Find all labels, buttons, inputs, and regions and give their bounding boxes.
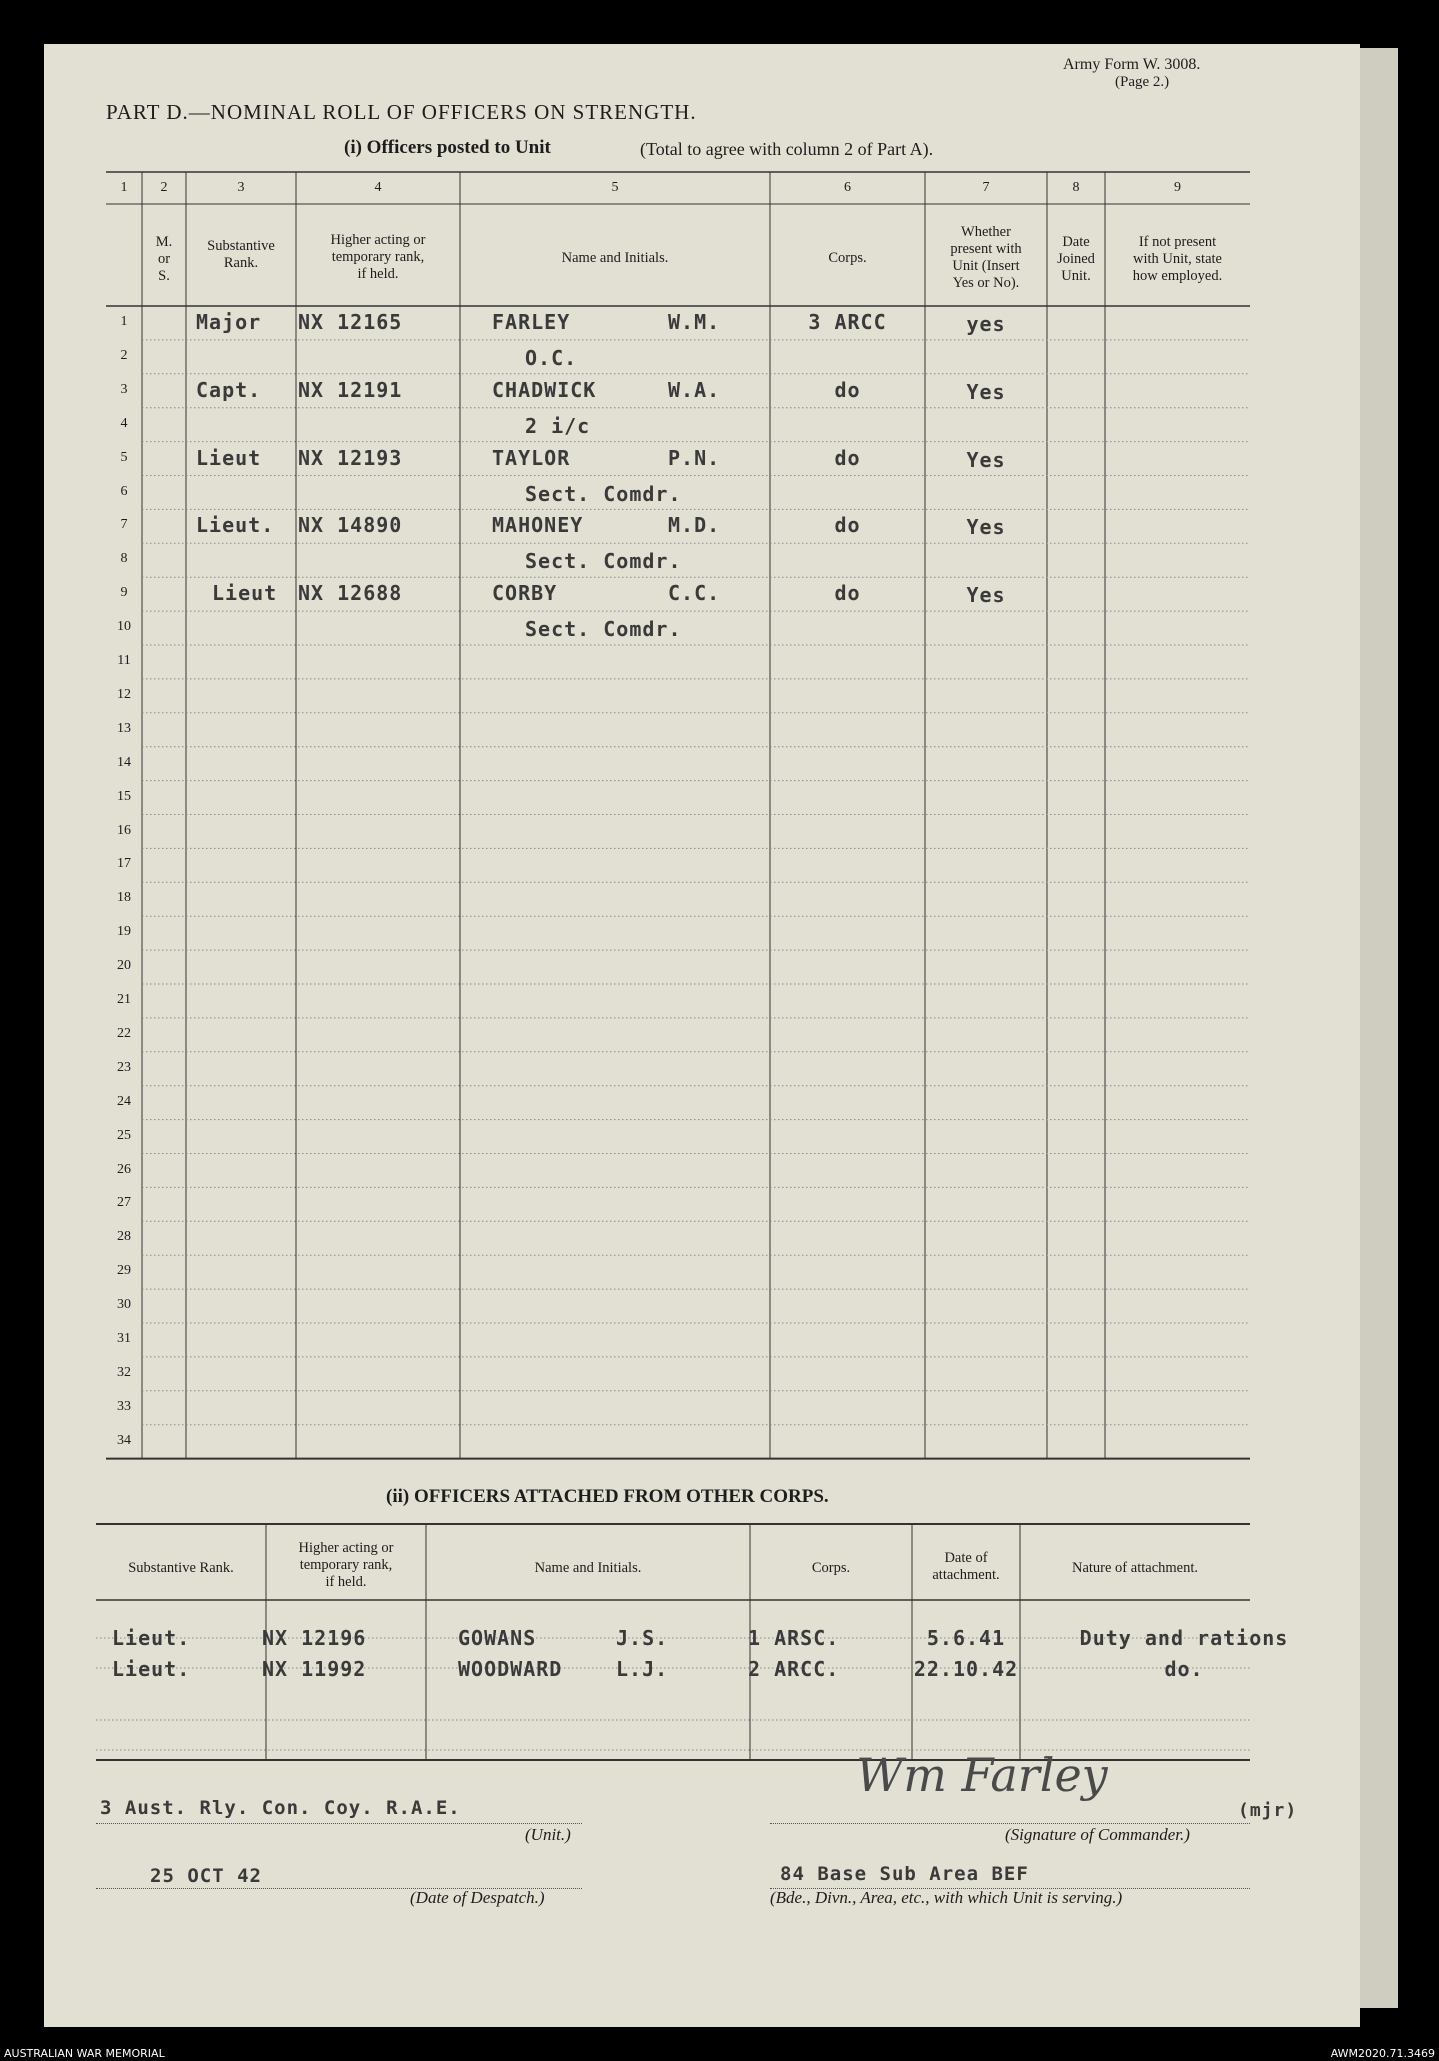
header2-higher-rank: Higher acting or <box>298 1540 394 1556</box>
entry2-nature: do. <box>1164 1657 1204 1681</box>
entry2-higher-rank: NX 12196 <box>262 1626 367 1650</box>
entry2-rank: Lieut. <box>112 1657 191 1681</box>
header-not-present: If not present <box>1138 234 1217 250</box>
row-number: 31 <box>117 1331 131 1346</box>
row-number: 3 <box>120 381 128 397</box>
column-number: 3 <box>237 180 245 195</box>
row-number: 8 <box>120 551 128 567</box>
entry-present: Yes <box>966 583 1006 608</box>
header2-date-attachment: Date of <box>944 1550 988 1566</box>
entry-corps: do <box>834 513 861 538</box>
header-higher-rank: temporary rank, <box>331 249 425 265</box>
entry-corps: do <box>834 581 861 606</box>
entry-rank: Capt. <box>196 377 262 402</box>
entry-name: CORBY <box>492 581 558 606</box>
entry-rank: Lieut <box>212 581 278 606</box>
header-substantive-rank: Substantive <box>207 238 275 254</box>
row-number: 34 <box>117 1432 131 1448</box>
entry-present: Yes <box>966 515 1006 540</box>
entry2-corps: 1 ARSC. <box>748 1626 840 1650</box>
row-number: 29 <box>117 1263 131 1279</box>
entry-rank: Lieut <box>196 445 262 470</box>
entry-appointment: O.C. <box>525 345 578 370</box>
entry-appointment: Sect. Comdr. <box>525 617 682 642</box>
header2-higher-rank: if held. <box>325 1574 367 1590</box>
section1-note: (Total to agree with column 2 of Part A). <box>640 139 934 159</box>
entry-name: TAYLOR <box>492 445 571 470</box>
entry-appointment: 2 i/c <box>525 413 591 438</box>
section2-title: (ii) OFFICERS ATTACHED FROM OTHER CORPS. <box>386 1486 829 1507</box>
unit-value: 3 Aust. Rly. Con. Coy. R.A.E. <box>100 1797 461 1819</box>
page-number: (Page 2.) <box>1115 74 1170 90</box>
entry-higher-rank: NX 12193 <box>298 445 403 470</box>
entry-name: FARLEY <box>492 310 571 334</box>
area-label: (Bde., Divn., Area, etc., with which Unit is serving.) <box>770 1888 1123 1907</box>
unit-line <box>96 1823 582 1824</box>
entry-present: Yes <box>966 379 1006 404</box>
entry2-name: WOODWARD <box>458 1657 563 1681</box>
signature-suffix: (mjr) <box>1238 1800 1298 1821</box>
entry2-corps: 2 ARCC. <box>748 1657 840 1681</box>
entry2-higher-rank: NX 11992 <box>262 1657 367 1681</box>
row-number: 10 <box>117 619 131 635</box>
column-number: 5 <box>611 180 619 195</box>
row-number: 27 <box>117 1195 131 1211</box>
row-number: 9 <box>120 585 128 601</box>
row-number: 32 <box>117 1364 131 1380</box>
row-number: 25 <box>117 1127 131 1143</box>
row-number: 24 <box>117 1093 131 1109</box>
entry-name: CHADWICK <box>492 377 597 402</box>
header2-corps: Corps. <box>811 1560 851 1576</box>
entry-corps: do <box>834 445 861 470</box>
entry2-initials: L.J. <box>616 1657 669 1681</box>
header-m-or-s: or <box>157 251 171 267</box>
entry-initials: W.M. <box>668 310 721 334</box>
archive-left: AUSTRALIAN WAR MEMORIAL <box>4 2047 165 2060</box>
header-date-joined: Date <box>1062 234 1090 250</box>
row-number: 15 <box>117 788 131 804</box>
area-value: 84 Base Sub Area BEF <box>780 1863 1029 1885</box>
header-name-initials: Name and Initials. <box>561 250 669 266</box>
row-number: 2 <box>120 347 128 363</box>
entry2-rank: Lieut. <box>112 1626 191 1650</box>
entry-higher-rank: NX 12165 <box>298 310 403 334</box>
column-number: 1 <box>120 180 128 195</box>
entry-initials: P.N. <box>668 445 721 470</box>
header2-substantive-rank: Substantive Rank. <box>128 1560 234 1576</box>
header-present: Yes or No). <box>952 275 1020 291</box>
date-label: (Date of Despatch.) <box>410 1888 545 1907</box>
header2-nature: Nature of attachment. <box>1071 1560 1198 1576</box>
row-number: 13 <box>117 720 131 736</box>
signature-label: (Signature of Commander.) <box>1005 1825 1190 1844</box>
column-number: 2 <box>160 180 168 195</box>
row-number: 21 <box>117 992 131 1007</box>
entry-appointment: Sect. Comdr. <box>525 549 682 574</box>
row-number: 14 <box>117 754 131 770</box>
row-number: 33 <box>117 1398 131 1414</box>
section1-title: (i) Officers posted to Unit <box>344 137 551 158</box>
row-number: 1 <box>120 314 128 329</box>
column-number: 4 <box>374 180 382 195</box>
header-present: present with <box>950 241 1022 257</box>
header-date-joined: Joined <box>1057 251 1095 267</box>
header2-name-initials: Name and Initials. <box>534 1560 642 1576</box>
entry-higher-rank: NX 12688 <box>298 581 403 606</box>
entry-initials: W.A. <box>668 377 721 402</box>
entry-higher-rank: NX 12191 <box>298 377 403 402</box>
header-higher-rank: if held. <box>357 266 399 282</box>
entry-name: MAHONEY <box>492 513 584 538</box>
column-number: 7 <box>982 180 990 195</box>
signature-line <box>770 1823 1250 1824</box>
form-number: Army Form W. 3008. <box>1063 56 1201 73</box>
row-number: 7 <box>120 517 128 533</box>
header-corps: Corps. <box>828 250 867 266</box>
form-title: PART D.—NOMINAL ROLL OF OFFICERS ON STRENGTH. <box>106 100 697 124</box>
row-number: 17 <box>117 856 131 872</box>
header-m-or-s: M. <box>155 234 173 250</box>
header2-higher-rank: temporary rank, <box>299 1557 393 1573</box>
entry-present: yes <box>966 312 1006 336</box>
entry2-name: GOWANS <box>458 1626 537 1650</box>
row-number: 6 <box>120 483 128 499</box>
row-number: 5 <box>120 449 128 465</box>
header-present: Unit (Insert <box>952 258 1020 274</box>
unit-label: (Unit.) <box>525 1825 571 1844</box>
entry-initials: M.D. <box>668 513 721 538</box>
archive-right: AWM2020.71.3469 <box>1330 2047 1435 2060</box>
column-number: 9 <box>1174 180 1181 195</box>
row-number: 12 <box>117 686 131 702</box>
row-number: 11 <box>117 653 131 668</box>
entry-present: Yes <box>966 447 1006 472</box>
entry-appointment: Sect. Comdr. <box>525 481 682 506</box>
row-number: 30 <box>117 1297 131 1313</box>
header-m-or-s: S. <box>158 268 170 284</box>
row-number: 28 <box>117 1229 131 1245</box>
row-number: 20 <box>117 958 131 974</box>
header-not-present: with Unit, state <box>1132 251 1222 267</box>
entry2-initials: J.S. <box>616 1626 669 1650</box>
row-number: 18 <box>117 890 131 906</box>
header-substantive-rank: Rank. <box>223 255 259 271</box>
entry2-date: 5.6.41 <box>926 1626 1006 1650</box>
row-number: 19 <box>117 924 131 940</box>
entry-rank: Major <box>196 310 262 334</box>
entry-rank: Lieut. <box>196 513 275 538</box>
header-present: Whether <box>961 224 1011 240</box>
row-number: 4 <box>120 415 128 431</box>
header-higher-rank: Higher acting or <box>330 232 426 248</box>
header-not-present: how employed. <box>1132 268 1223 284</box>
entry2-nature: Duty and rations <box>1079 1626 1289 1650</box>
entry-higher-rank: NX 14890 <box>298 513 403 538</box>
row-number: 23 <box>117 1059 131 1075</box>
header2-date-attachment: attachment. <box>932 1567 1000 1583</box>
entry-corps: 3 ARCC <box>808 310 887 334</box>
row-number: 22 <box>117 1025 131 1041</box>
entry2-date: 22.10.42 <box>913 1657 1019 1681</box>
column-number: 6 <box>844 180 851 195</box>
column-number: 8 <box>1072 180 1080 195</box>
entry-initials: C.C. <box>668 581 721 606</box>
row-number: 16 <box>117 822 131 838</box>
header-date-joined: Unit. <box>1061 268 1091 284</box>
despatch-date-value: 25 OCT 42 <box>150 1865 262 1887</box>
entry-corps: do <box>834 377 861 402</box>
commander-signature: Wm Farley <box>856 1748 1108 1802</box>
row-number: 26 <box>117 1161 131 1177</box>
